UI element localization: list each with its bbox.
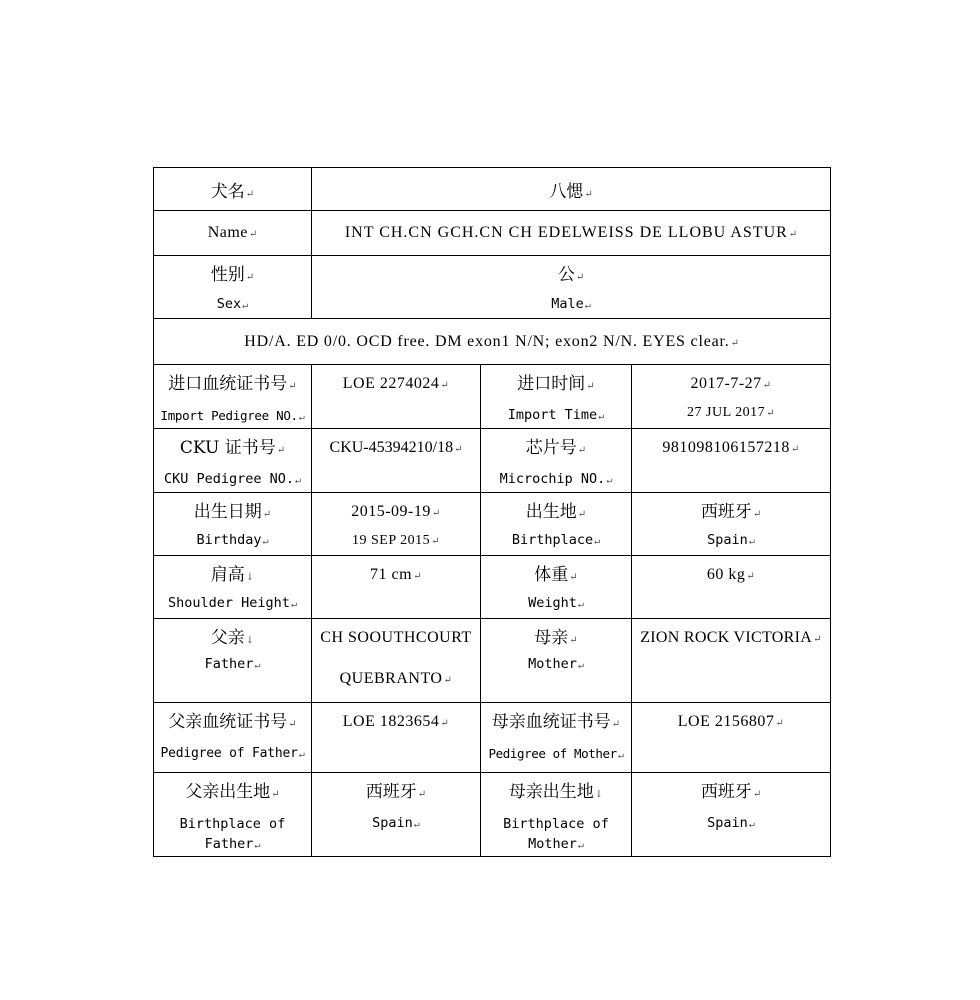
cku-value: CKU-45394210/18: [329, 439, 454, 456]
cell-mother-label: [481, 619, 632, 703]
father-birthplace-cn: 父亲出生地: [185, 782, 271, 802]
cell-name-cn-label: [154, 168, 312, 211]
paragraph-mark: ↵: [295, 475, 302, 486]
paragraph-mark: ↵: [611, 719, 621, 730]
mother-en: Mother: [528, 656, 577, 672]
cku-en: CKU Pedigree NO.: [163, 471, 294, 487]
import-time-en: Import Time: [507, 407, 598, 423]
mother-pedigree-en: Pedigree of Mother: [488, 746, 617, 761]
paragraph-mark: ↵: [262, 536, 269, 547]
cell-birthday-label: [154, 493, 312, 556]
paragraph-mark: ↵: [440, 718, 450, 729]
pedigree-table: [153, 167, 831, 857]
paragraph-mark: ↵: [569, 572, 578, 583]
paragraph-mark: ↵: [775, 718, 785, 729]
paragraph-mark: ↵: [440, 380, 450, 391]
birthday-value-2: 19 SEP 2015: [352, 533, 431, 548]
paragraph-mark: ↵: [262, 509, 272, 520]
cell-birthplace-label: [481, 493, 632, 556]
paragraph-mark: ↵: [288, 381, 297, 392]
chip-cn: 芯片号: [525, 438, 577, 458]
import-pedigree-en: Import Pedigree NO.: [160, 408, 298, 423]
cell-mother-value: [632, 619, 831, 703]
chip-en: Microchip NO.: [499, 471, 606, 487]
birthplace-cn: 出生地: [525, 502, 577, 522]
paragraph-mark: ↵: [417, 789, 427, 800]
name-en-value: INT CH.CN GCH.CN CH EDELWEISS DE LLOBU ASTUR: [344, 224, 788, 241]
cell-sex-label: [154, 256, 312, 319]
mother-cn: 母亲: [534, 628, 569, 648]
paragraph-mark: ↵: [271, 789, 280, 800]
cell-mother-pedigree-value: [632, 703, 831, 773]
paragraph-mark: ↵: [748, 536, 755, 547]
paragraph-mark: ↵: [577, 599, 584, 610]
name-cn-label: 犬名: [210, 181, 245, 202]
cell-father-pedigree-value: [312, 703, 481, 773]
cell-father-value: [312, 619, 481, 703]
paragraph-mark: ↵: [254, 840, 261, 851]
paragraph-mark: ↵: [431, 536, 440, 547]
row-import: [154, 365, 831, 429]
pedigree-document: [153, 167, 830, 858]
father-cn: 父亲: [210, 628, 245, 648]
cell-cku-value: [312, 429, 481, 493]
paragraph-mark: ↵: [288, 719, 297, 730]
import-time-value-1: 2017-7-27: [690, 375, 762, 392]
cell-weight-label: [481, 556, 632, 619]
paragraph-mark: ↵: [594, 536, 601, 547]
paragraph-mark: ↵: [586, 381, 595, 392]
import-pedigree-value: LOE 2274024: [342, 375, 440, 392]
cell-chip-value: [632, 429, 831, 493]
row-cku: [154, 429, 831, 493]
paragraph-mark: ↵: [766, 408, 775, 419]
mother-birthplace-value-en: Spain: [707, 815, 748, 831]
cku-cn: CKU 证书号: [179, 438, 276, 458]
cell-birthplace-value: [632, 493, 831, 556]
cell-height-label: [154, 556, 312, 619]
cell-sex-value: [312, 256, 831, 319]
cell-father-birthplace-label: [154, 773, 312, 857]
chip-value: 981098106157218: [662, 439, 790, 456]
birthplace-en: Birthplace: [511, 532, 594, 548]
paragraph-mark: ↵: [290, 599, 297, 610]
paragraph-mark: ↵: [248, 229, 258, 240]
sex-en-label: Sex: [216, 296, 242, 312]
height-cn: 肩高: [210, 565, 245, 585]
paragraph-mark: ↵: [746, 571, 756, 582]
paragraph-mark: ↵: [788, 229, 798, 240]
paragraph-mark: ↵: [413, 819, 420, 830]
health-results: HD/A. ED 0/0. OCD free. DM exon1 N/N; exon2 N/N. EYES clear.: [244, 332, 730, 350]
paragraph-mark: ↵: [606, 475, 613, 486]
cell-father-label: [154, 619, 312, 703]
row-name-cn: [154, 168, 831, 211]
father-pedigree-value: LOE 1823654: [342, 713, 440, 730]
paragraph-mark: ↵: [730, 337, 740, 349]
weight-en: Weight: [528, 595, 577, 611]
paragraph-mark: ↵: [245, 272, 255, 283]
cell-weight-value: [632, 556, 831, 619]
paragraph-mark: ↵: [752, 509, 762, 520]
father-pedigree-cn: 父亲血统证书号: [168, 712, 288, 732]
paragraph-mark: ↵: [577, 445, 587, 456]
weight-cn: 体重: [534, 565, 569, 585]
cell-health: [154, 319, 831, 365]
line-break-mark: ↓: [245, 572, 255, 583]
paragraph-mark: ↵: [254, 660, 261, 671]
cell-name-cn-value: [312, 168, 831, 211]
paragraph-mark: ↵: [762, 380, 772, 391]
mother-pedigree-value: LOE 2156807: [677, 713, 775, 730]
cell-father-birthplace-value: [312, 773, 481, 857]
paragraph-mark: ↵: [813, 634, 822, 645]
cell-import-time-value: [632, 365, 831, 429]
paragraph-mark: ↵: [577, 840, 584, 851]
cell-father-pedigree-label: [154, 703, 312, 773]
sex-en-value: Male: [551, 296, 584, 312]
line-break-mark: ↓: [245, 635, 255, 646]
paragraph-mark: ↵: [276, 445, 286, 456]
weight-value: 60 kg: [706, 566, 746, 583]
cell-mother-pedigree-label: [481, 703, 632, 773]
row-health: [154, 319, 831, 365]
father-pedigree-en: Pedigree of Father: [160, 746, 298, 761]
paragraph-mark: ↵: [790, 444, 800, 455]
cell-birthday-value: [312, 493, 481, 556]
row-parents: [154, 619, 831, 703]
cell-height-value: [312, 556, 481, 619]
paragraph-mark: ↵: [577, 660, 584, 671]
birthday-value-1: 2015-09-19: [351, 503, 431, 520]
father-birthplace-value-cn: 西班牙: [365, 782, 417, 802]
father-birthplace-value-en: Spain: [372, 815, 413, 831]
paragraph-mark: ↵: [298, 749, 305, 760]
import-time-value-2: 27 JUL 2017: [687, 405, 766, 420]
name-cn-value: 八愢: [549, 181, 584, 202]
height-en: Shoulder Height: [168, 595, 290, 611]
import-pedigree-cn: 进口血统证书号: [168, 374, 288, 394]
row-size: [154, 556, 831, 619]
import-time-cn: 进口时间: [517, 374, 586, 394]
paragraph-mark: ↵: [748, 819, 755, 830]
name-en-label: Name: [207, 224, 248, 241]
paragraph-mark: ↵: [584, 188, 593, 200]
cell-chip-label: [481, 429, 632, 493]
cell-import-time-label: [481, 365, 632, 429]
paragraph-mark: ↵: [752, 789, 762, 800]
paragraph-mark: ↵: [245, 188, 255, 200]
row-parent-birthplace: [154, 773, 831, 857]
cell-name-en-label: [154, 211, 312, 256]
height-value: 71 cm: [370, 566, 413, 583]
birthplace-value-cn: 西班牙: [700, 502, 752, 522]
paragraph-mark: ↵: [443, 675, 453, 686]
paragraph-mark: ↵: [577, 509, 587, 520]
row-parent-pedigree: [154, 703, 831, 773]
birthday-cn: 出生日期: [193, 502, 262, 522]
father-value-2: QUEBRANTO: [339, 670, 443, 687]
paragraph-mark: ↵: [298, 412, 305, 423]
mother-pedigree-cn: 母亲血统证书号: [491, 712, 611, 732]
row-name-en: [154, 211, 831, 256]
father-en: Father: [204, 656, 254, 672]
sex-cn-label: 性别: [210, 265, 245, 285]
mother-birthplace-value-cn: 西班牙: [700, 782, 752, 802]
birthday-en: Birthday: [196, 532, 262, 548]
cell-name-en-value: [312, 211, 831, 256]
row-birth: [154, 493, 831, 556]
paragraph-mark: ↵: [242, 300, 249, 311]
father-birthplace-en: Birthplace of Father: [179, 816, 286, 852]
cell-cku-label: [154, 429, 312, 493]
cell-mother-birthplace-label: [481, 773, 632, 857]
line-break-mark: ↓: [594, 789, 604, 800]
sex-cn-value: 公: [557, 265, 575, 285]
cell-mother-birthplace-value: [632, 773, 831, 857]
row-sex: [154, 256, 831, 319]
mother-birthplace-en: Birthplace of Mother: [503, 816, 609, 852]
paragraph-mark: ↵: [413, 571, 422, 582]
paragraph-mark: ↵: [575, 272, 585, 283]
paragraph-mark: ↵: [584, 300, 591, 311]
paragraph-mark: ↵: [569, 635, 578, 646]
paragraph-mark: ↵: [598, 411, 605, 422]
father-value-1: CH SOOUTHCOURT: [320, 629, 472, 646]
paragraph-mark: ↵: [454, 444, 463, 455]
birthplace-value-en: Spain: [707, 532, 748, 548]
paragraph-mark: ↵: [617, 750, 624, 761]
paragraph-mark: ↵: [431, 508, 441, 519]
cell-import-pedigree-value: [312, 365, 481, 429]
cell-import-pedigree-label: [154, 365, 312, 429]
mother-value: ZION ROCK VICTORIA: [640, 629, 813, 646]
mother-birthplace-cn: 母亲出生地: [508, 782, 594, 802]
